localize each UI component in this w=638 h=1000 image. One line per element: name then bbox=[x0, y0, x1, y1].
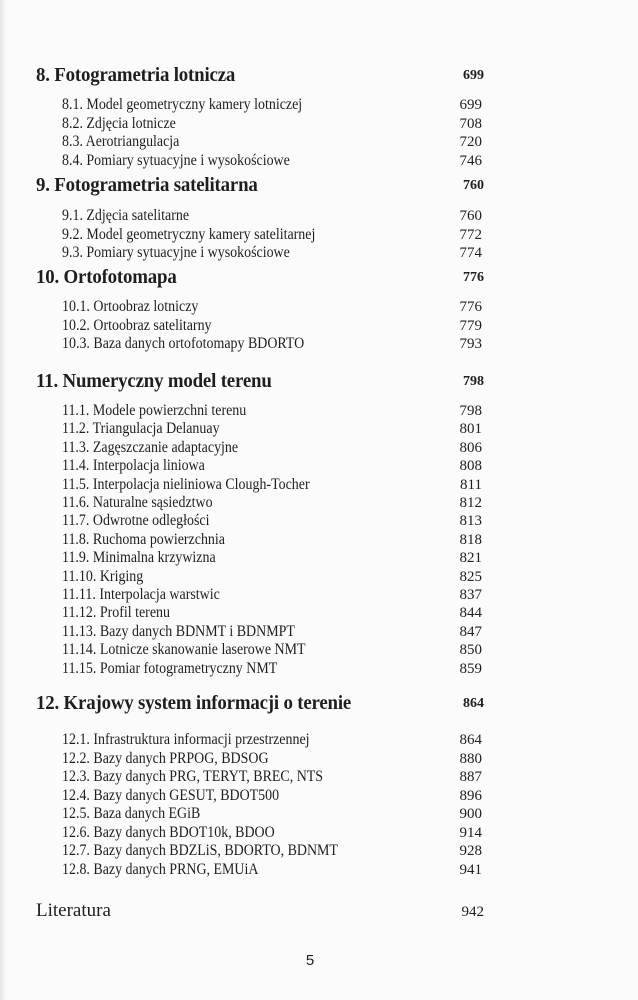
section-title: 8.1. Model geometryczny kamery lotniczej bbox=[62, 96, 303, 113]
section-title: 11.12. Profil terenu bbox=[62, 604, 170, 622]
section-row bbox=[62, 298, 482, 316]
section-page: 798 bbox=[459, 403, 482, 419]
section-row bbox=[62, 317, 482, 335]
section-row bbox=[62, 476, 482, 494]
section-page: 813 bbox=[459, 513, 482, 530]
section-title: 8.3. Aerotriangulacja bbox=[62, 133, 180, 150]
section-page: 793 bbox=[459, 336, 482, 352]
chapter-page: 776 bbox=[463, 270, 484, 285]
section-title: 12.7. Bazy danych BDZLiS, BDORTO, BDNMT bbox=[62, 842, 338, 859]
section-row bbox=[62, 531, 482, 549]
section-page: 808 bbox=[459, 458, 482, 475]
section-title: 8.2. Zdjęcia lotnicze bbox=[62, 114, 176, 132]
chapter-page: 760 bbox=[463, 178, 484, 193]
section-row bbox=[62, 402, 482, 420]
section-row bbox=[62, 244, 482, 262]
section-title: 12.8. Bazy danych PRNG, EMUiA bbox=[62, 860, 259, 878]
bibliography-page: 942 bbox=[461, 904, 484, 920]
section-page: 811 bbox=[460, 476, 482, 493]
section-page: 837 bbox=[459, 587, 482, 603]
page-edge-shadow bbox=[0, 0, 6, 1000]
section-page: 941 bbox=[459, 861, 482, 878]
section-title: 12.3. Bazy danych PRG, TERYT, BREC, NTS bbox=[62, 768, 324, 785]
section-row bbox=[62, 604, 482, 622]
section-row bbox=[62, 549, 482, 567]
section-page: 900 bbox=[459, 806, 482, 822]
section-page: 825 bbox=[459, 568, 482, 585]
bibliography-title: Literatura bbox=[36, 900, 111, 921]
section-title: 12.1. Infrastruktura informacji przestrzennej bbox=[62, 731, 310, 748]
chapter-heading: 11. Numeryczny model terenu bbox=[36, 370, 272, 392]
section-row bbox=[62, 842, 482, 860]
section-row bbox=[62, 512, 482, 530]
section-row bbox=[62, 115, 482, 133]
section-row bbox=[62, 623, 482, 641]
section-title: 8.4. Pomiary sytuacyjne i wysokościowe bbox=[62, 151, 290, 169]
section-row bbox=[62, 335, 482, 353]
section-row bbox=[62, 824, 482, 842]
section-page: 720 bbox=[459, 134, 482, 150]
section-page: 847 bbox=[459, 623, 482, 640]
section-page: 806 bbox=[459, 439, 482, 456]
section-page: 818 bbox=[459, 531, 482, 548]
section-title: 9.2. Model geometryczny kamery satelitarnej bbox=[62, 225, 316, 243]
section-title: 11.14. Lotnicze skanowanie laserowe NMT bbox=[62, 641, 306, 659]
section-row bbox=[62, 96, 482, 114]
section-row bbox=[62, 861, 482, 879]
section-title: 12.2. Bazy danych PRPOG, BDSOG bbox=[62, 749, 269, 767]
section-title: 12.4. Bazy danych GESUT, BDOT500 bbox=[62, 786, 280, 804]
section-page: 779 bbox=[459, 317, 482, 334]
section-page: 896 bbox=[459, 787, 482, 804]
section-row bbox=[62, 457, 482, 475]
section-page: 774 bbox=[459, 245, 482, 261]
section-title: 12.5. Baza danych EGiB bbox=[62, 805, 201, 822]
section-row bbox=[62, 420, 482, 438]
section-row bbox=[62, 152, 482, 170]
section-page: 708 bbox=[459, 115, 482, 132]
section-title: 11.6. Naturalne sąsiedztwo bbox=[62, 494, 213, 511]
section-title: 12.6. Bazy danych BDOT10k, BDOO bbox=[62, 823, 275, 841]
section-title: 9.1. Zdjęcia satelitarne bbox=[62, 207, 190, 224]
section-row bbox=[62, 787, 482, 805]
section-title: 11.10. Kriging bbox=[62, 567, 144, 585]
section-row bbox=[62, 586, 482, 604]
section-title: 11.9. Minimalna krzywizna bbox=[62, 549, 216, 567]
section-page: 776 bbox=[459, 299, 482, 315]
section-page: 699 bbox=[459, 97, 482, 113]
section-page: 772 bbox=[459, 226, 482, 243]
chapter-page: 699 bbox=[463, 68, 484, 83]
section-title: 10.2. Ortoobraz satelitarny bbox=[62, 316, 212, 334]
section-title: 11.15. Pomiar fotogrametryczny NMT bbox=[62, 659, 278, 677]
chapter-page: 798 bbox=[463, 374, 484, 389]
section-title: 11.2. Triangulacja Delanuay bbox=[62, 420, 220, 438]
section-title: 11.8. Ruchoma powierzchnia bbox=[62, 530, 225, 548]
section-row bbox=[62, 226, 482, 244]
section-page: 812 bbox=[459, 495, 482, 511]
section-page: 914 bbox=[459, 824, 482, 841]
section-row bbox=[62, 660, 482, 678]
section-row bbox=[62, 805, 482, 823]
section-page: 928 bbox=[459, 843, 482, 859]
section-page: 859 bbox=[459, 660, 482, 677]
section-row bbox=[62, 768, 482, 786]
section-row bbox=[62, 750, 482, 768]
section-title: 9.3. Pomiary sytuacyjne i wysokościowe bbox=[62, 244, 290, 261]
section-title: 11.1. Modele powierzchni terenu bbox=[62, 402, 247, 419]
section-row bbox=[62, 731, 482, 749]
section-page: 760 bbox=[459, 208, 482, 224]
section-page: 821 bbox=[459, 550, 482, 567]
section-page: 887 bbox=[459, 769, 482, 785]
section-title: 10.1. Ortoobraz lotniczy bbox=[62, 298, 199, 315]
section-title: 11.5. Interpolacja nieliniowa Clough-Tocher bbox=[62, 475, 310, 493]
chapter-page: 864 bbox=[463, 696, 484, 711]
section-row bbox=[62, 439, 482, 457]
section-title: 11.11. Interpolacja warstwic bbox=[62, 586, 220, 603]
chapter-heading: 9. Fotogrametria satelitarna bbox=[36, 174, 258, 196]
page-number: 5 bbox=[305, 952, 315, 969]
section-row bbox=[62, 568, 482, 586]
section-row bbox=[62, 133, 482, 151]
section-title: 11.13. Bazy danych BDNMT i BDNMPT bbox=[62, 622, 295, 640]
section-row bbox=[62, 207, 482, 225]
section-row bbox=[62, 494, 482, 512]
section-title: 10.3. Baza danych ortofotomapy BDORTO bbox=[62, 335, 305, 352]
chapter-heading: 10. Ortofotomapa bbox=[36, 266, 177, 288]
chapter-heading: 8. Fotogrametria lotnicza bbox=[36, 64, 236, 86]
section-page: 746 bbox=[459, 152, 482, 169]
section-page: 880 bbox=[459, 750, 482, 767]
chapter-heading: 12. Krajowy system informacji o terenie bbox=[36, 692, 352, 714]
section-page: 864 bbox=[459, 732, 482, 748]
section-page: 850 bbox=[459, 642, 482, 659]
section-page: 801 bbox=[459, 421, 482, 438]
section-title: 11.7. Odwrotne odległości bbox=[62, 512, 210, 530]
section-title: 11.3. Zagęszczanie adaptacyjne bbox=[62, 438, 239, 456]
section-row bbox=[62, 641, 482, 659]
section-page: 844 bbox=[459, 605, 482, 622]
section-title: 11.4. Interpolacja liniowa bbox=[62, 457, 205, 475]
